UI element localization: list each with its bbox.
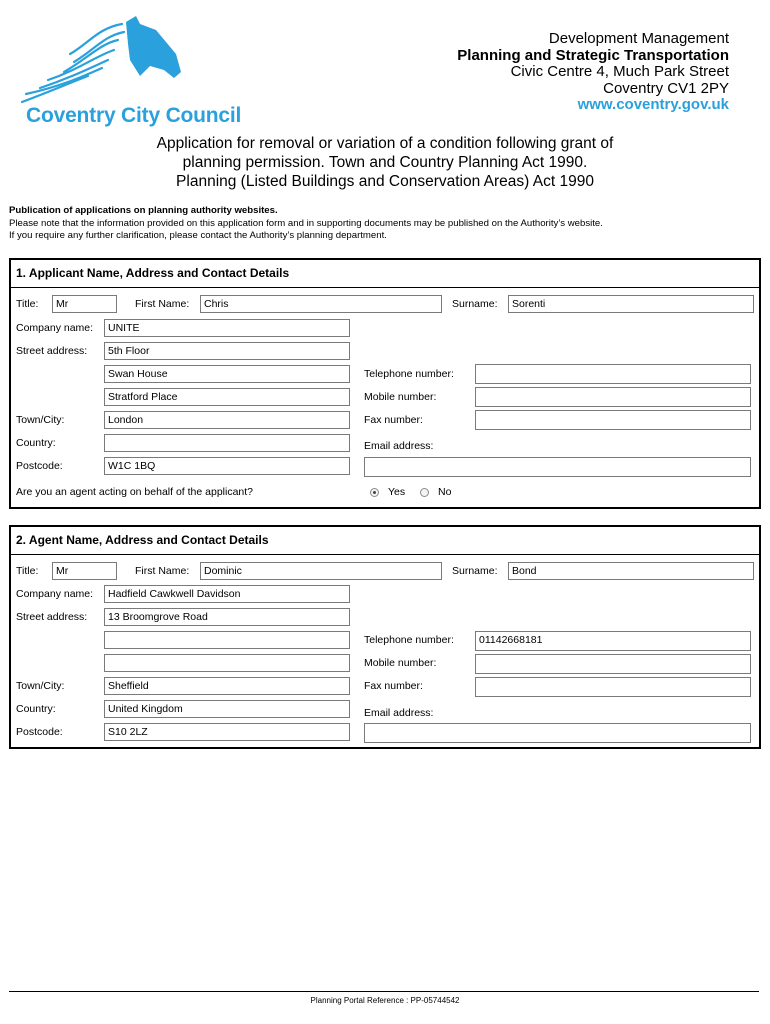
city-line: Coventry CV1 2PY: [603, 79, 729, 97]
agent-company-field[interactable]: Hadfield Cawkwell Davidson: [104, 585, 350, 603]
applicant-surname-field[interactable]: Sorenti: [508, 295, 754, 313]
title-line-2: planning permission. Town and Country Planning Act 1990.: [182, 154, 588, 171]
applicant-street-3-field[interactable]: Stratford Place: [104, 388, 350, 406]
agent-no-label: No: [438, 486, 452, 498]
surname-label: Surname:: [452, 565, 498, 577]
agent-country-field[interactable]: United Kingdom: [104, 700, 350, 718]
agent-title-field[interactable]: Mr: [52, 562, 117, 580]
telephone-label: Telephone number:: [364, 368, 454, 380]
street-line: Civic Centre 4, Much Park Street: [510, 63, 729, 80]
applicant-country-field[interactable]: [104, 434, 350, 452]
applicant-street-1-field[interactable]: 5th Floor: [104, 342, 350, 360]
agent-postcode-field[interactable]: S10 2LZ: [104, 723, 350, 741]
agent-surname-field[interactable]: Bond: [508, 562, 754, 580]
first-name-label: First Name:: [135, 565, 190, 577]
applicant-company-field[interactable]: UNITE: [104, 319, 350, 337]
email-label: Email address:: [364, 707, 434, 719]
agent-email-field[interactable]: [364, 723, 751, 743]
agent-no-radio[interactable]: [420, 488, 429, 497]
title-label: Title:: [16, 565, 39, 577]
form-title: [100, 134, 670, 191]
applicant-postcode-field[interactable]: W1C 1BQ: [104, 457, 350, 475]
division-name: Planning and Strategic Transportation: [457, 46, 729, 64]
street-label: Street address:: [16, 611, 88, 623]
surname-label: Surname:: [452, 298, 498, 310]
agent-section: [9, 525, 761, 749]
agent-street-3-field[interactable]: [104, 654, 350, 672]
telephone-label: Telephone number:: [364, 634, 454, 646]
agent-telephone-field[interactable]: 01142668181: [475, 631, 751, 651]
country-label: Country:: [16, 703, 56, 715]
agent-mobile-field[interactable]: [475, 654, 751, 674]
fax-label: Fax number:: [364, 414, 423, 426]
first-name-label: First Name:: [135, 298, 190, 310]
planning-portal-reference: Planning Portal Reference : PP-05744542: [310, 996, 460, 1005]
applicant-town-field[interactable]: London: [104, 411, 350, 429]
agent-yes-radio[interactable]: [370, 488, 379, 497]
street-label: Street address:: [16, 345, 88, 357]
title-label: Title:: [16, 298, 39, 310]
applicant-fax-field[interactable]: [475, 410, 751, 430]
title-line-1: Application for removal or variation of a condition following grant of: [156, 135, 614, 152]
applicant-section: [9, 258, 761, 509]
applicant-telephone-field[interactable]: [475, 364, 751, 384]
company-label: Company name:: [16, 588, 94, 600]
postcode-label: Postcode:: [16, 726, 63, 738]
address-block: [457, 31, 729, 114]
agent-town-field[interactable]: Sheffield: [104, 677, 350, 695]
publication-notice: [9, 205, 603, 243]
applicant-title-field[interactable]: Mr: [52, 295, 117, 313]
agent-fax-field[interactable]: [475, 677, 751, 697]
town-label: Town/City:: [16, 680, 65, 692]
agent-street-2-field[interactable]: [104, 631, 350, 649]
notice-line-1: Please note that the information provided on this application form and in supporting documents may be published on the Authority’s website.: [9, 217, 603, 229]
mobile-label: Mobile number:: [364, 391, 437, 403]
notice-heading: Publication of applications on planning authority websites.: [9, 205, 278, 216]
country-label: Country:: [16, 437, 56, 449]
section-heading: 1. Applicant Name, Address and Contact Details: [11, 260, 759, 288]
section-heading: 2. Agent Name, Address and Contact Details: [11, 527, 759, 555]
footer-divider: [9, 991, 759, 992]
applicant-mobile-field[interactable]: [475, 387, 751, 407]
applicant-first-name-field[interactable]: Chris: [200, 295, 442, 313]
mobile-label: Mobile number:: [364, 657, 437, 669]
fax-label: Fax number:: [364, 680, 423, 692]
notice-line-2: If you require any further clarification, please contact the Authority’s planning department.: [9, 230, 387, 241]
email-label: Email address:: [364, 440, 434, 452]
postcode-label: Postcode:: [16, 460, 63, 472]
agent-first-name-field[interactable]: Dominic: [200, 562, 442, 580]
title-line-3: Planning (Listed Buildings and Conservation Areas) Act 1990: [176, 173, 594, 190]
council-horse-logo: [18, 14, 188, 108]
agent-street-1-field[interactable]: 13 Broomgrove Road: [104, 608, 350, 626]
department-name: Development Management: [548, 30, 729, 47]
agent-question: Are you an agent acting on behalf of the applicant?: [16, 486, 254, 498]
council-logo-text: Coventry City Council: [26, 104, 242, 127]
company-label: Company name:: [16, 322, 94, 334]
town-label: Town/City:: [16, 414, 65, 426]
website-link[interactable]: www.coventry.gov.uk: [577, 96, 729, 113]
agent-yes-label: Yes: [388, 486, 406, 498]
applicant-email-field[interactable]: [364, 457, 751, 477]
applicant-street-2-field[interactable]: Swan House: [104, 365, 350, 383]
